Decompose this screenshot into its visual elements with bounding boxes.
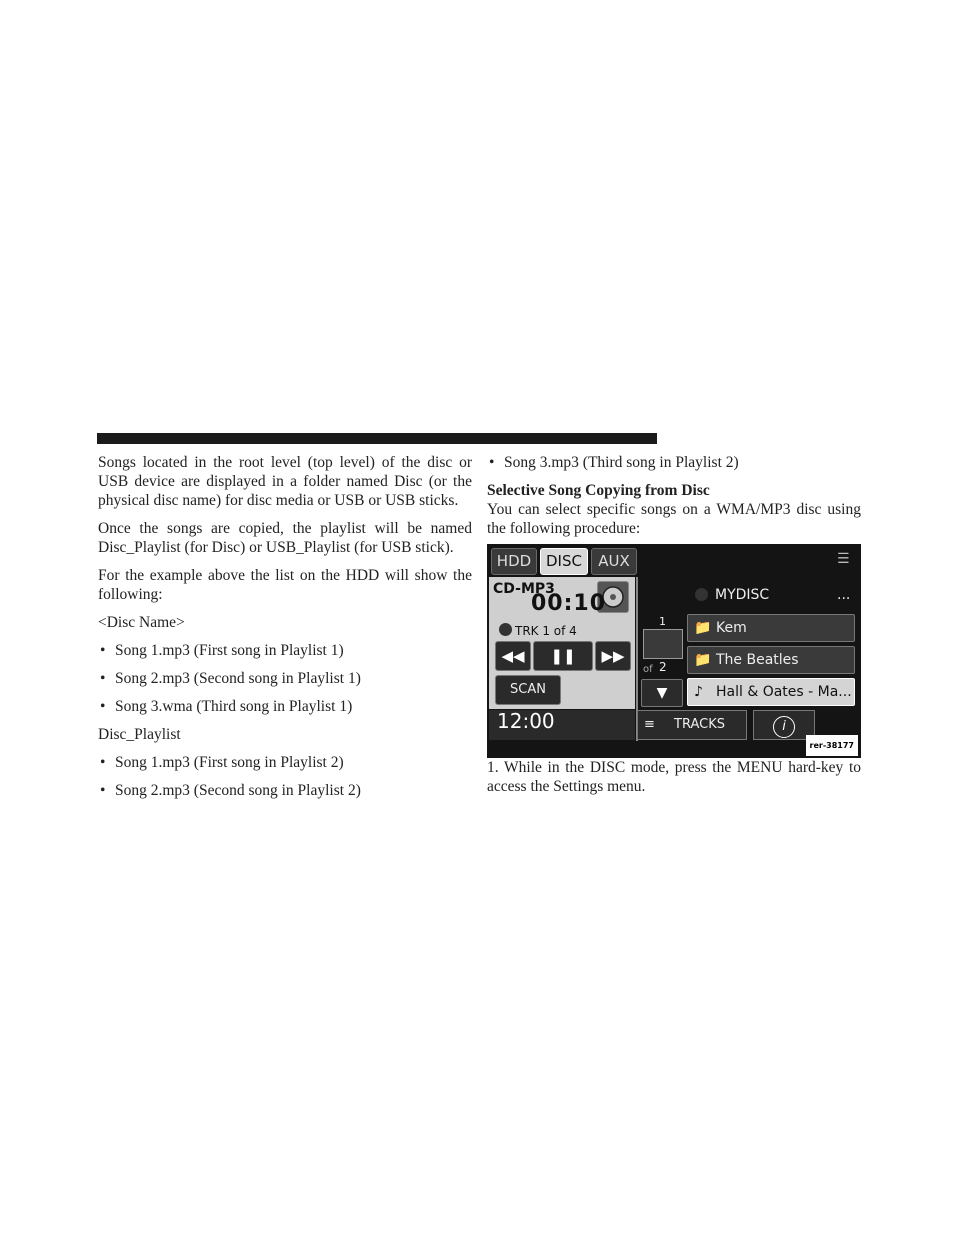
playlist2-list-cont bbox=[487, 453, 861, 472]
pause-button[interactable]: ❚❚ bbox=[533, 641, 593, 671]
clock bbox=[489, 710, 635, 740]
right-column bbox=[487, 453, 861, 805]
page-of: of bbox=[643, 664, 653, 675]
paragraph-example: For the example above the list on the HDD will show the following: bbox=[98, 567, 472, 603]
row-label: Kem bbox=[716, 620, 747, 636]
disc-title: MYDISC bbox=[715, 587, 770, 603]
list-item: • Song 1.mp3 (First song in Playlist 2) bbox=[98, 753, 472, 772]
rewind-button[interactable]: ◀◀ bbox=[495, 641, 531, 671]
section-heading: Selective Song Copying from Disc bbox=[487, 482, 710, 499]
playlist2-list bbox=[98, 753, 472, 800]
list-item: • Song 2.mp3 (Second song in Playlist 2) bbox=[98, 781, 472, 800]
more-icon[interactable]: ... bbox=[837, 587, 851, 603]
list-item-folder[interactable] bbox=[687, 646, 855, 674]
paragraph-step1: 1. While in the DISC mode, press the MENU hard-key to access the Settings menu. bbox=[487, 759, 861, 795]
page-total: 2 bbox=[659, 660, 667, 674]
list-item: • Song 2.mp3 (Second song in Playlist 1) bbox=[98, 669, 472, 688]
left-column bbox=[98, 453, 472, 809]
header-rule bbox=[97, 433, 657, 444]
folder-icon: 📁 bbox=[694, 652, 712, 668]
paragraph-root-level: Songs located in the root level (top level) of the disc or USB device are displayed in a folder named Disc (or the physical disc name) for disc media or USB or USB sticks. bbox=[98, 454, 472, 509]
row-label: The Beatles bbox=[716, 652, 799, 668]
paragraph-intro: You can select specific songs on a WMA/MP3 disc using the following procedure: bbox=[487, 501, 861, 537]
seat-icon: ☰ bbox=[837, 551, 850, 567]
info-icon: i bbox=[773, 716, 795, 738]
row-label: Hall & Oates - Ma... bbox=[716, 684, 852, 700]
tracks-list-icon: ≡ bbox=[644, 717, 655, 732]
list-item: • Song 3.wma (Third song in Playlist 1) bbox=[98, 697, 472, 716]
source-label: CD-MP3 bbox=[493, 581, 555, 597]
scroll-down-button[interactable]: ▼ bbox=[641, 679, 683, 707]
tab-hdd[interactable]: HDD bbox=[491, 548, 537, 575]
disc-icon bbox=[499, 623, 512, 636]
clock-time: 12:00 bbox=[497, 709, 555, 733]
elapsed-time: 00:10 bbox=[531, 591, 607, 616]
page-current: 1 bbox=[659, 615, 666, 628]
radio-screen-figure bbox=[487, 544, 861, 758]
music-note-icon: ♪ bbox=[694, 684, 703, 700]
tracks-button[interactable] bbox=[637, 710, 747, 740]
list-item-folder[interactable] bbox=[687, 614, 855, 642]
scan-button[interactable]: SCAN bbox=[495, 675, 561, 705]
paragraph-playlist-name: Once the songs are copied, the playlist will be named Disc_Playlist (for Disc) or USB_Playlist (for USB stick). bbox=[98, 520, 472, 556]
figure-id: rer-38177 bbox=[806, 735, 858, 756]
list-view-icon[interactable] bbox=[643, 629, 683, 659]
list-item-song[interactable] bbox=[687, 678, 855, 706]
disc-icon bbox=[695, 588, 708, 601]
tracks-label: TRACKS bbox=[674, 717, 725, 732]
track-counter: TRK 1 of 4 bbox=[515, 624, 577, 638]
tab-aux[interactable]: AUX bbox=[591, 548, 637, 575]
playlist1-list bbox=[98, 641, 472, 716]
disc-name-label: <Disc Name> bbox=[98, 614, 185, 631]
folder-icon: 📁 bbox=[694, 620, 712, 636]
list-item: • Song 3.mp3 (Third song in Playlist 2) bbox=[487, 453, 861, 472]
disc-playlist-label: Disc_Playlist bbox=[98, 726, 181, 743]
tab-disc[interactable]: DISC bbox=[540, 548, 588, 575]
list-item: • Song 1.mp3 (First song in Playlist 1) bbox=[98, 641, 472, 660]
fast-forward-button[interactable]: ▶▶ bbox=[595, 641, 631, 671]
